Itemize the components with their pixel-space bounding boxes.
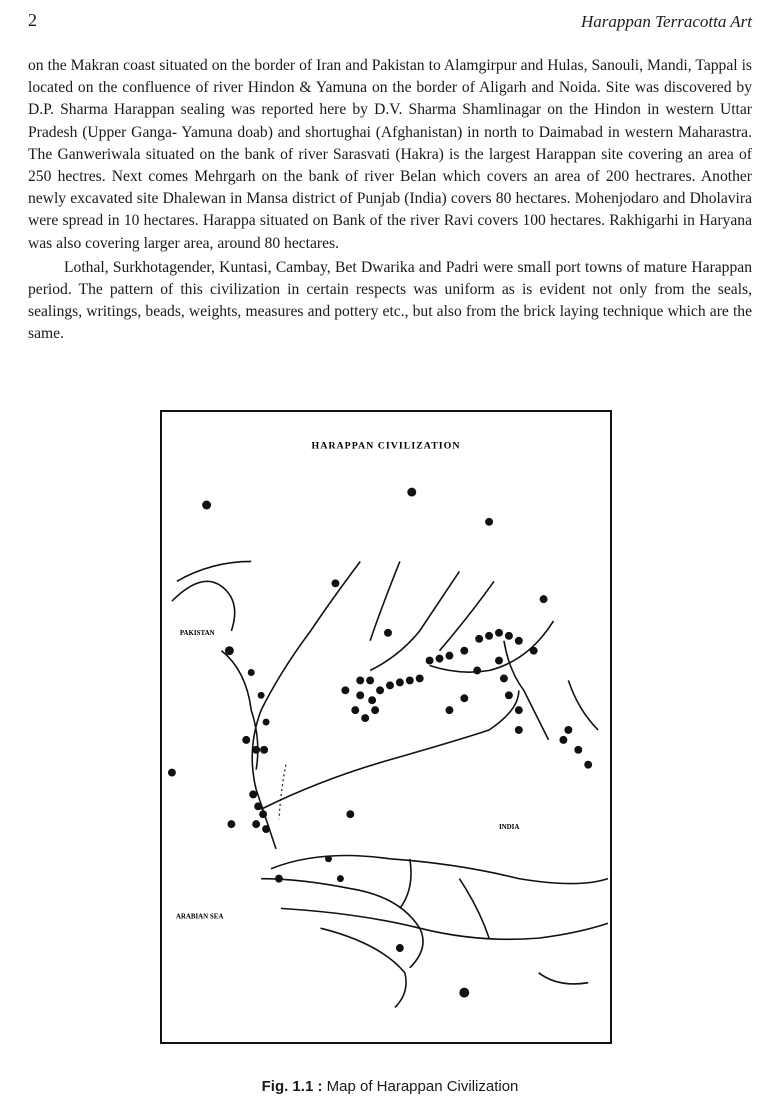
site-marker xyxy=(259,810,267,818)
site-marker xyxy=(530,647,538,655)
figure-label: Fig. 1.1 : xyxy=(261,1078,323,1095)
site-marker xyxy=(202,501,211,510)
site-marker xyxy=(426,657,434,665)
site-marker xyxy=(460,647,468,655)
site-marker xyxy=(473,667,481,675)
site-marker xyxy=(325,855,332,862)
site-marker xyxy=(260,746,268,754)
site-marker xyxy=(331,579,339,587)
site-marker xyxy=(515,706,523,714)
map-title: HARAPPAN CIVILIZATION xyxy=(311,440,461,452)
site-marker xyxy=(559,736,567,744)
site-marker xyxy=(227,820,235,828)
site-marker xyxy=(396,678,404,686)
site-marker xyxy=(436,655,444,663)
site-marker xyxy=(495,629,503,637)
site-marker xyxy=(168,769,176,777)
dry-river-hakra xyxy=(279,765,286,820)
paragraph-2: Lothal, Surkhotagender, Kuntasi, Cambay, Bet Dwarika and Padri were small port towns of mature Harappan period. The pattern of this civilization in certain respects was uniform as is evident not only from the seals, sealings, writings, beads, weights, measures and pottery etc., but also from the brick laying technique which are the same. xyxy=(28,258,752,343)
site-marker xyxy=(258,692,265,699)
running-head: Harappan Terracotta Art xyxy=(581,12,752,31)
site-marker xyxy=(500,674,508,682)
site-marker xyxy=(361,714,369,722)
site-marker xyxy=(505,632,513,640)
site-marker xyxy=(275,875,283,883)
figure-title: Map of Harappan Civilization xyxy=(326,1078,519,1095)
site-marker xyxy=(384,629,392,637)
map-rivers xyxy=(172,561,608,1007)
site-marker xyxy=(407,488,416,497)
site-marker xyxy=(460,694,468,702)
site-marker xyxy=(263,719,270,726)
site-marker xyxy=(356,676,364,684)
site-marker xyxy=(346,810,354,818)
site-marker xyxy=(505,691,513,699)
site-marker xyxy=(396,944,404,952)
site-marker xyxy=(406,676,414,684)
site-marker xyxy=(540,595,548,603)
site-marker xyxy=(351,706,359,714)
site-marker xyxy=(341,686,349,694)
site-marker xyxy=(485,518,493,526)
site-marker xyxy=(254,802,262,810)
site-marker xyxy=(356,691,364,699)
site-markers xyxy=(168,488,592,998)
label-arabian-sea: ARABIAN SEA xyxy=(175,913,224,921)
site-marker xyxy=(515,637,523,645)
site-marker xyxy=(459,988,469,998)
site-marker xyxy=(515,726,523,734)
site-marker xyxy=(371,706,379,714)
site-marker xyxy=(242,736,250,744)
site-marker xyxy=(445,706,453,714)
site-marker xyxy=(445,652,453,660)
site-marker xyxy=(337,875,344,882)
paragraph-1: on the Makran coast situated on the border of Iran and Pakistan to Alamgirpur and Hulas, Sanouli, Mandi, Tappal is located on the confluence of river Hindon & Yamuna on the border of Aligarh and Noida. Site was discovered by D.P. Sharma Harappan sealing was reported here by D.V. Sharma Shamlinagar on the Hindon in western Uttar Pradesh (Upper Ganga- Yamuna doab) and shortughai (Afghanistan) in north to Daimabad in western Maharastra. The Ganweriwala situated on the bank of river Sarasvati (Hakra) is the largest Harappan site covering an area of 250 hectres. Next comes Mehrgarh on the bank of river Belan which covers an area of 200 hectrares. Another newly excavated site Dhalewan in Mansa district of Punjab (India) covers 80 hectares. Mohenjodaro and Dholavira were spread in 10 hectares. Harappa situated on Bank of the river Ravi covers 100 hectares. Rakhigarhi in Haryana was also covering larger area, around 80 hectares. xyxy=(28,57,752,252)
site-marker xyxy=(249,790,257,798)
harappan-map-figure xyxy=(160,410,612,1044)
site-marker xyxy=(485,632,493,640)
site-marker xyxy=(252,746,260,754)
site-marker xyxy=(225,646,234,655)
site-marker xyxy=(416,674,424,682)
page-number: 2 xyxy=(28,10,37,30)
site-marker xyxy=(475,635,483,643)
figure-caption xyxy=(0,1078,780,1095)
site-marker xyxy=(376,686,384,694)
site-marker xyxy=(574,746,582,754)
site-marker xyxy=(386,681,394,689)
site-marker xyxy=(564,726,572,734)
harappan-map xyxy=(162,412,610,1042)
site-marker xyxy=(262,825,270,833)
label-pakistan: PAKISTAN xyxy=(179,629,215,637)
site-marker xyxy=(368,696,376,704)
site-marker xyxy=(495,657,503,665)
site-marker xyxy=(584,761,592,769)
site-marker xyxy=(366,676,374,684)
body-text xyxy=(28,55,752,346)
site-marker xyxy=(248,669,255,676)
site-marker xyxy=(252,820,260,828)
label-india: INDIA xyxy=(498,824,520,832)
